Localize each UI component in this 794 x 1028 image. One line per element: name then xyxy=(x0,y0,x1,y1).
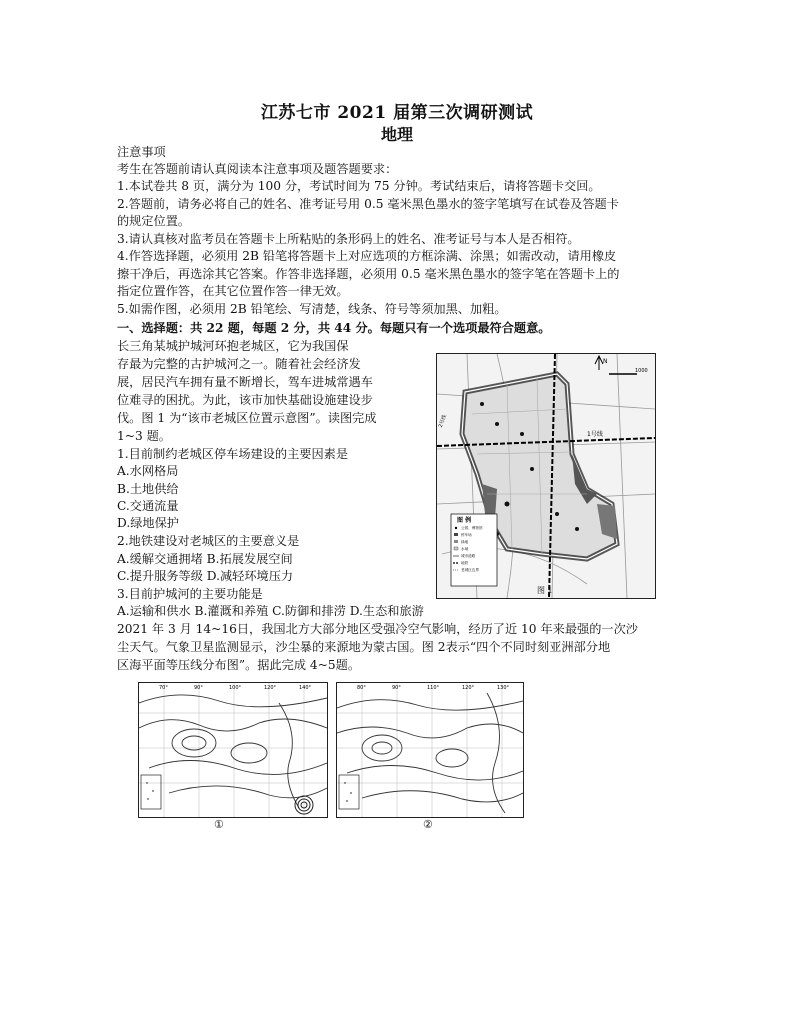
north-label: N xyxy=(603,358,608,365)
question-stem: 3.目前护城河的主要功能是 xyxy=(117,587,263,601)
option: A.水网格局 xyxy=(117,464,179,478)
option: D.绿地保护 xyxy=(117,516,179,530)
question-stem: 1.目前制约老城区停车场建设的主要因素是 xyxy=(117,447,349,461)
legend-item: 公园、博物馆 xyxy=(461,526,483,530)
lon-tick: 130° xyxy=(497,685,510,691)
lon-tick: 80° xyxy=(357,685,366,691)
notice-line: 指定位置作答，在其它位置作答一律无效。 xyxy=(117,284,349,298)
metro-line-label: 1号线 xyxy=(587,431,603,438)
metro-line-label-2: 2号线 xyxy=(437,413,449,429)
notice-line: 5.如需作图，必须用 2B 铅笔绘、写清楚，线条、符号等须加黑、加粗。 xyxy=(117,302,507,316)
lon-tick: 90° xyxy=(392,685,401,691)
figure-1-caption: 图 1 xyxy=(537,586,553,595)
lon-tick: 110° xyxy=(427,685,440,691)
passage-line: 展，居民汽车拥有量不断增长，驾车进城常遇车 xyxy=(117,375,373,389)
legend-item: 绿地 xyxy=(461,540,469,544)
legend-item: 水域 xyxy=(461,547,469,551)
notice-line: 4.作答选择题，必须用 2B 铅笔将答题卡上对应选项的方框涂满、涂黑；如需改动，请用橡皮 xyxy=(117,249,617,263)
option: C.交通流量 xyxy=(117,499,179,513)
legend-item: 老城区边界 xyxy=(461,568,479,572)
figure-1-map xyxy=(436,353,656,599)
page-title: 江苏七市 2021 届第三次调研测试 xyxy=(260,103,534,123)
notice-intro: 考生在答题前请认真阅读本注意事项及题答题要求： xyxy=(117,162,398,176)
passage2-line: 区海平面等压线分布图”。据此完成 4~5题。 xyxy=(117,658,361,672)
passage2-line: 尘天气。气象卫星监测显示，沙尘暴的来源地为蒙古国。图 2表示“四个不同时刻亚洲部分地 xyxy=(117,640,611,654)
section-heading: 一、选择题：共 22 题，每题 2 分，共 44 分。每题只有一个选项最符合题意。 xyxy=(117,321,551,335)
figure-2-label-1: ① xyxy=(214,818,224,831)
option: B.土地供给 xyxy=(117,482,179,496)
lon-tick: 90° xyxy=(194,685,203,691)
lon-tick: 100° xyxy=(229,685,242,691)
passage-line: 长三角某城护城河环抱老城区，它为我国保 xyxy=(117,339,349,353)
passage-line: 1~3 题。 xyxy=(117,429,171,443)
legend-title: 图 例 xyxy=(457,517,472,524)
option: A.缓解交通拥堵 B.拓展发展空间 xyxy=(117,552,293,566)
notice-line: 3.请认真核对监考员在答题卡上所粘贴的条形码上的姓名、准考证号与本人是否相符。 xyxy=(117,232,580,246)
passage-line: 位难寻的困扰。为此，该市加快基础设施建设步 xyxy=(117,393,373,407)
figure-2-map-1 xyxy=(138,682,328,818)
legend-item: 城市道路 xyxy=(461,554,476,558)
option: A.运输和供水 B.灌溉和养殖 C.防御和排涝 D.生态和旅游 xyxy=(117,604,424,618)
page-subtitle: 地理 xyxy=(380,125,413,144)
figure-2-map-2 xyxy=(336,682,524,818)
lon-tick: 140° xyxy=(299,685,312,691)
passage-line: 伐。图 1 为“该市老城区位置示意图”。读图完成 xyxy=(117,411,377,425)
passage-line: 存最为完整的古护城河之一。随着社会经济发 xyxy=(117,357,361,371)
lon-tick: 120° xyxy=(462,685,475,691)
notice-line: 的规定位置。 xyxy=(117,214,191,228)
notice-heading: 注意事项 xyxy=(117,145,166,159)
passage2-line: 2021 年 3 月 14~16日，我国北方大部分地区受强冷空气影响，经历了近 10 年来最强的一次沙 xyxy=(117,622,638,636)
lon-tick: 70° xyxy=(159,685,168,691)
notice-line: 2.答题前，请务必将自己的姓名、准考证号用 0.5 毫米黑色墨水的签字笔填写在试卷及答题卡 xyxy=(117,197,619,211)
lon-tick: 120° xyxy=(264,685,277,691)
option: C.提升服务等级 D.减轻环境压力 xyxy=(117,569,294,583)
question-stem: 2.地铁建设对老城区的主要意义是 xyxy=(117,534,300,548)
legend-item: 地铁 xyxy=(461,561,469,565)
figure-2-label-2: ② xyxy=(423,818,433,831)
legend-item: 停车场 xyxy=(461,533,472,537)
scale-label: 1000 xyxy=(635,368,648,374)
notice-line: 1.本试卷共 8 页，满分为 100 分，考试时间为 75 分钟。考试结束后，请将答题卡交回。 xyxy=(117,179,601,193)
notice-line: 擦干净后，再选涂其它答案。作答非选择题，必须用 0.5 毫米黑色墨水的签字笔在答题卡上的 xyxy=(117,267,620,281)
